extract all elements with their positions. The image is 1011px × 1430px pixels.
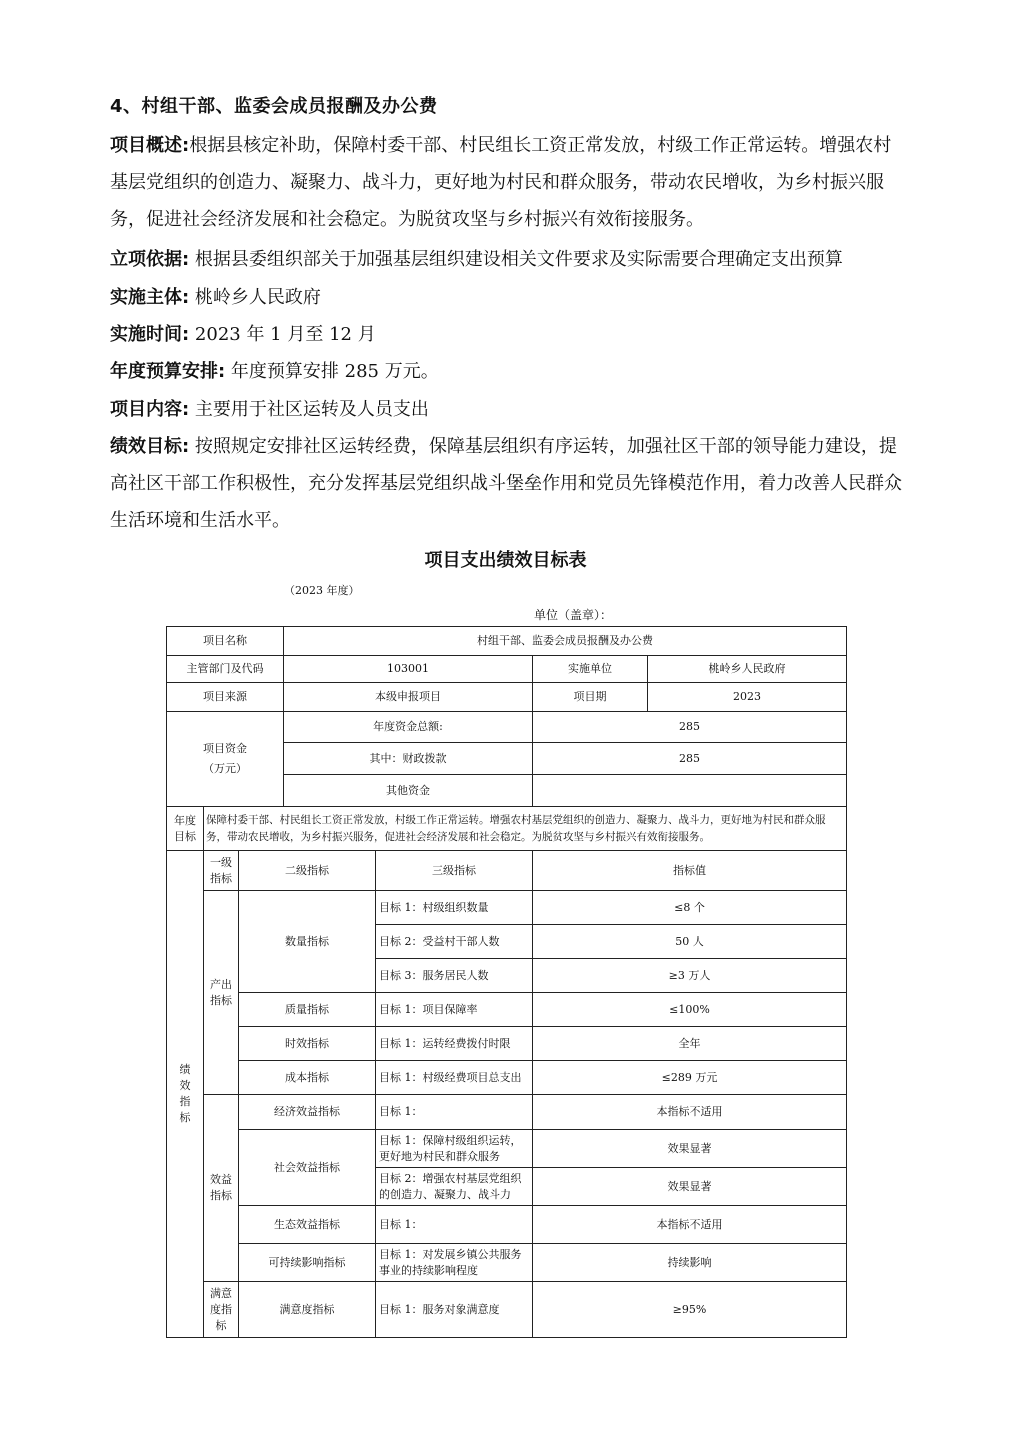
content-label: 项目内容: <box>110 399 190 420</box>
overview-paragraph <box>110 127 905 238</box>
table-row <box>167 712 847 743</box>
section-title: 4、村组干部、监委会成员报酬及办公费 <box>110 96 438 117</box>
perf-char: 指 <box>179 1095 191 1108</box>
impl-unit-label: 实施单位 <box>533 656 648 683</box>
perf-char: 标 <box>179 1111 191 1124</box>
benefit-label-line1: 效益 <box>210 1173 232 1186</box>
source-label: 项目来源 <box>167 683 284 712</box>
sa1-name: 目标 1：服务对象满意度 <box>376 1282 533 1338</box>
dept-label: 主管部门及代码 <box>167 656 284 683</box>
implementer-label: 实施主体: <box>110 287 190 308</box>
goal-label: 绩效目标: <box>110 436 190 457</box>
overview-text: 根据县核定补助，保障村委干部、村民组长工资正常发放，村级工作正常运转。增强农村基层党组织的创造力、凝聚力、战斗力，更好地为村民和群众服务，带动农民增收，为乡村振兴服务，促进社会经济发展和社会稳定。为脱贫攻坚与乡村振兴有效衔接服务。 <box>110 135 892 230</box>
sat-indicator-label: 满意度指标 <box>239 1282 376 1338</box>
sat-label-line2: 度指 <box>210 1302 232 1316</box>
funds-label <box>167 712 284 807</box>
satisfaction-indicator-label <box>204 1282 239 1338</box>
period-line <box>110 320 376 346</box>
funds-total-value: 285 <box>533 712 847 743</box>
eco-indicator-label: 生态效益指标 <box>239 1206 376 1244</box>
annual-goal-label <box>167 807 204 851</box>
funds-total-label: 年度资金总额: <box>284 712 533 743</box>
content-line <box>110 395 429 421</box>
perf-indicator-label <box>167 851 204 1338</box>
benefit-label-line2: 指标 <box>210 1189 232 1202</box>
quantity-indicator-label: 数量指标 <box>239 891 376 993</box>
ql1-value: ≤100% <box>533 993 847 1027</box>
q1-value: ≤8 个 <box>533 891 847 925</box>
header-level1-line1: 一级 <box>210 855 232 869</box>
goal-text: 按照规定安排社区运转经费，保障基层组织有序运转，加强社区干部的领导能力建设，提高社区干部工作积极性，充分发挥基层党组织战斗堡垒作用和党员先锋模范作用，着力改善人民群众生活环境和生活水平。 <box>110 436 902 531</box>
header-value: 指标值 <box>533 851 847 891</box>
table-row <box>167 851 847 891</box>
performance-table <box>166 626 847 1338</box>
q2-value: 50 人 <box>533 925 847 959</box>
q3-name: 目标 3：服务居民人数 <box>376 959 533 993</box>
funds-label-line2: （万元） <box>203 762 247 775</box>
output-indicator-label <box>204 891 239 1095</box>
c1-value: ≤289 万元 <box>533 1061 847 1095</box>
table-row <box>167 1206 847 1244</box>
su1-name: 目标 1：对发展乡镇公共服务事业的持续影响程度 <box>376 1244 533 1282</box>
table-row <box>167 1282 847 1338</box>
sustain-indicator-label: 可持续影响指标 <box>239 1244 376 1282</box>
funds-fiscal-label: 其中：财政拨款 <box>284 743 533 775</box>
perf-char: 绩 <box>179 1063 191 1076</box>
social-indicator-label: 社会效益指标 <box>239 1130 376 1206</box>
basis-line <box>110 245 843 271</box>
cost-indicator-label: 成本指标 <box>239 1061 376 1095</box>
project-name-value: 村组干部、监委会成员报酬及办公费 <box>284 627 847 656</box>
table-row <box>167 683 847 712</box>
header-level1-line2: 指标 <box>210 871 232 885</box>
table-row <box>167 1027 847 1061</box>
table-row <box>167 1061 847 1095</box>
output-label-line1: 产出 <box>210 977 232 991</box>
content-text: 主要用于社区运转及人员支出 <box>189 399 429 420</box>
unit-note: 单位（盖章）： <box>534 608 613 622</box>
t1-value: 全年 <box>533 1027 847 1061</box>
sa1-value: ≥95% <box>533 1282 847 1338</box>
impl-unit-value: 桃岭乡人民政府 <box>648 656 847 683</box>
sat-label-line1: 满意 <box>210 1286 232 1300</box>
table-row <box>167 627 847 656</box>
term-label: 项目期 <box>533 683 648 712</box>
table-row <box>167 1130 847 1168</box>
dept-code: 103001 <box>284 656 533 683</box>
table-row <box>167 1244 847 1282</box>
t1-name: 目标 1：运转经费拨付时限 <box>376 1027 533 1061</box>
ec1-value: 本指标不适用 <box>533 1206 847 1244</box>
ec1-name: 目标 1： <box>376 1206 533 1244</box>
table-title: 项目支出绩效目标表 <box>424 550 587 571</box>
output-label-line2: 指标 <box>210 993 232 1007</box>
funds-other-label: 其他资金 <box>284 775 533 807</box>
project-name-label: 项目名称 <box>167 627 284 656</box>
s2-name: 目标 2：增强农村基层党组织的创造力、凝聚力、战斗力 <box>376 1168 533 1206</box>
funds-other-value <box>533 775 847 807</box>
annual-goal-label-line2: 目标 <box>174 829 196 843</box>
ql1-name: 目标 1：项目保障率 <box>376 993 533 1027</box>
e1-value: 本指标不适用 <box>533 1095 847 1130</box>
table-row <box>167 807 847 851</box>
header-level1 <box>204 851 239 891</box>
perf-char: 效 <box>179 1079 191 1092</box>
header-level2: 二级指标 <box>239 851 376 891</box>
table-row <box>167 1095 847 1130</box>
term-value: 2023 <box>648 683 847 712</box>
annual-goal-text: 保障村委干部、村民组长工资正常发放，村级工作正常运转。增强农村基层党组织的创造力、凝聚力、战斗力，更好地为村民和群众服务，带动农民增收，为乡村振兴服务，促进社会经济发展和社会稳定。为脱贫攻坚与乡村振兴有效衔接服务。 <box>204 807 847 851</box>
implementer-text: 桃岭乡人民政府 <box>189 287 321 308</box>
basis-label: 立项依据: <box>110 249 190 270</box>
e1-name: 目标 1： <box>376 1095 533 1130</box>
table-row <box>167 993 847 1027</box>
annual-goal-label-line1: 年度 <box>174 813 196 827</box>
q2-name: 目标 2：受益村干部人数 <box>376 925 533 959</box>
implementer-line <box>110 283 321 309</box>
s1-value: 效果显著 <box>533 1130 847 1168</box>
econ-indicator-label: 经济效益指标 <box>239 1095 376 1130</box>
s1-name: 目标 1：保障村级组织运转，更好地为村民和群众服务 <box>376 1130 533 1168</box>
su1-value: 持续影响 <box>533 1244 847 1282</box>
budget-text: 年度预算安排 285 万元。 <box>225 361 439 382</box>
funds-fiscal-value: 285 <box>533 743 847 775</box>
s2-value: 效果显著 <box>533 1168 847 1206</box>
period-text: 2023 年 1 月至 12 月 <box>189 324 376 345</box>
time-indicator-label: 时效指标 <box>239 1027 376 1061</box>
budget-label: 年度预算安排: <box>110 361 226 382</box>
budget-line <box>110 357 439 383</box>
benefit-indicator-label <box>204 1095 239 1282</box>
table-row <box>167 891 847 925</box>
c1-name: 目标 1：村级经费项目总支出 <box>376 1061 533 1095</box>
table-row <box>167 656 847 683</box>
sat-label-line3: 标 <box>215 1318 227 1332</box>
source-value: 本级申报项目 <box>284 683 533 712</box>
funds-label-line1: 项目资金 <box>203 742 247 755</box>
q1-name: 目标 1：村级组织数量 <box>376 891 533 925</box>
header-level3: 三级指标 <box>376 851 533 891</box>
q3-value: ≥3 万人 <box>533 959 847 993</box>
year-note: （2023 年度） <box>284 584 360 597</box>
period-label: 实施时间: <box>110 324 190 345</box>
basis-text: 根据县委组织部关于加强基层组织建设相关文件要求及实际需要合理确定支出预算 <box>189 249 843 270</box>
quality-indicator-label: 质量指标 <box>239 993 376 1027</box>
overview-label: 项目概述: <box>110 135 190 156</box>
goal-paragraph <box>110 428 905 539</box>
